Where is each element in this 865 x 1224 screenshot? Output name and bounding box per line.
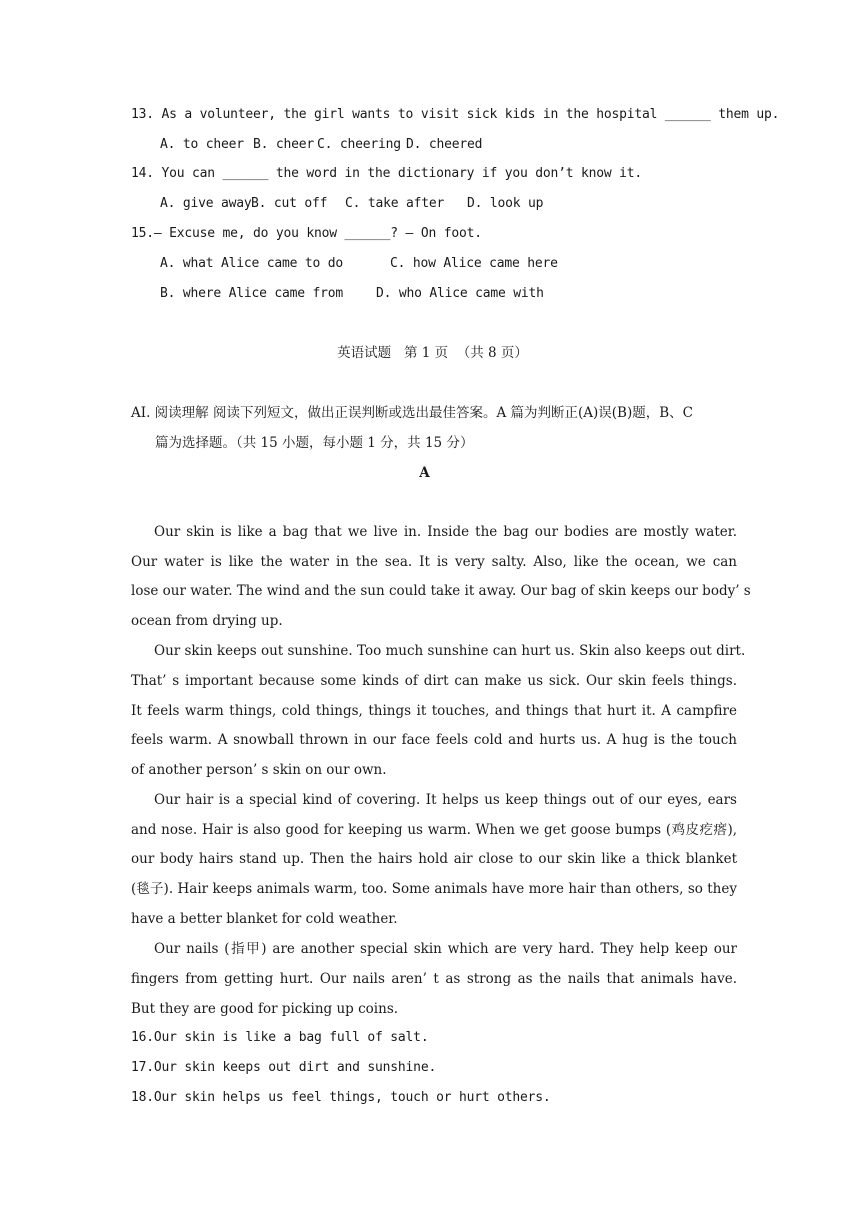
option-a: A. to cheer [160,137,244,152]
option-a: A. give away [160,196,252,211]
option-c: C. how Alice came here [390,256,558,271]
option-d: D. who Alice came with [376,286,544,301]
section-instruction-line2: 篇为选择题。（共 15 小题，每小题 1 分，共 15 分） [155,435,474,451]
passage-line: Our skin keeps out sunshine. Too much sunshine can hurt us. Skin also keeps out dirt. [154,643,746,659]
passage-line: of another person’ s skin on our own. [131,762,387,778]
option-b: B. cheer [253,137,315,152]
statement-17: 17.Our skin keeps out dirt and sunshine. [131,1060,437,1075]
passage-line: fingers from getting hurt. Our nails aren’ t as strong as the nails that animals have. [131,971,737,987]
option-a: A. what Alice came to do [160,256,344,271]
question-15-stem: 15.— Excuse me, do you know ______? — On foot. [131,226,482,241]
passage-line: Our skin is like a bag that we live in. Inside the bag our bodies are mostly water. [154,524,737,540]
passage-line: feels warm. A snowball thrown in our face feels cold and hurts us. A hug is the touch [131,732,737,748]
option-c: C. cheering [317,137,401,152]
option-b: B. where Alice came from [160,286,344,301]
passage-line: lose our water. The wind and the sun could take it away. Our bag of skin keeps our body’ s [131,583,751,599]
passage-line: Our nails (指甲) are another special skin which are very hard. They help keep our [154,941,737,957]
passage-line: our body hairs stand up. Then the hairs hold air close to our skin like a thick blanket [131,851,737,867]
passage-line: and nose. Hair is also good for keeping us warm. When we get goose bumps (鸡皮疙瘩), [131,822,737,838]
option-d: D. cheered [406,137,483,152]
passage-line: Our hair is a special kind of covering. It helps us keep things out of our eyes, ears [154,792,737,808]
passage-line: But they are good for picking up coins. [131,1001,399,1017]
passage-line: ocean from drying up. [131,613,283,629]
option-c: C. take after [345,196,445,211]
page-footer: 英语试题 第 1 页 （共 8 页） [337,345,528,361]
passage-line: have a better blanket for cold weather. [131,911,398,927]
question-13-stem: 13. As a volunteer, the girl wants to visit sick kids in the hospital ______ them up. [131,107,780,122]
passage-title: A [419,465,430,481]
section-instruction-line1: AI. 阅读理解 阅读下列短文，做出正误判断或选出最佳答案。A 篇为判断正(A)误(B)题，B、C [131,405,693,421]
passage-line: It feels warm things, cold things, things it touches, and things that hurt it. A campfire [131,703,737,719]
statement-18: 18.Our skin helps us feel things, touch or hurt others. [131,1090,551,1105]
statement-16: 16.Our skin is like a bag full of salt. [131,1030,429,1045]
question-14-stem: 14. You can ______ the word in the dictionary if you don’t know it. [131,166,642,181]
passage-line: That’ s important because some kinds of dirt can make us sick. Our skin feels things. [131,673,737,689]
passage-line: Our water is like the water in the sea. It is very salty. Also, like the ocean, we can [131,554,737,570]
option-d: D. look up [467,196,544,211]
option-b: B. cut off [251,196,328,211]
passage-line: (毯子). Hair keeps animals warm, too. Some animals have more hair than others, so they [131,881,737,897]
